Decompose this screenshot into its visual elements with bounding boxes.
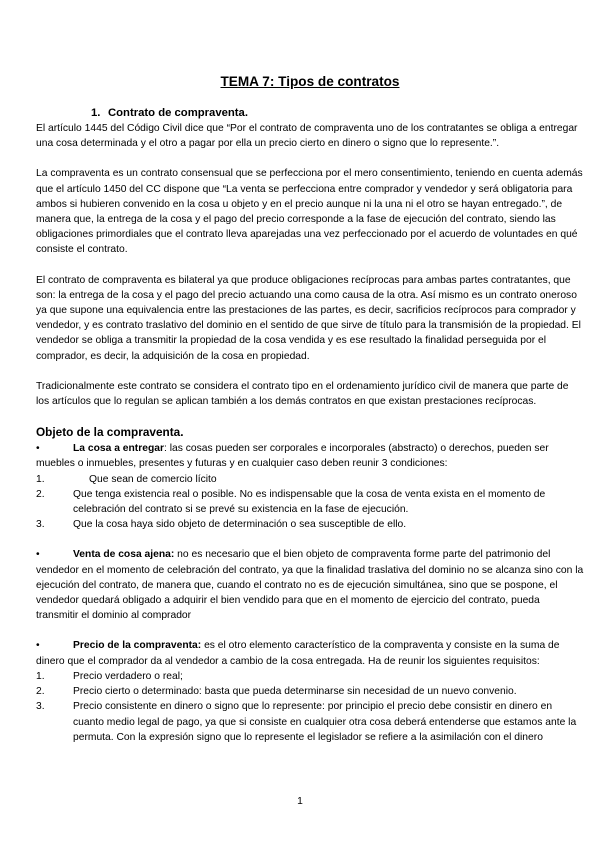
bullet-text: : las cosas pueden ser corporales e incorporales (abstracto) o derechos, pueden ser muebles o inmuebles, presentes y futuras y en cualquier caso deben reunir 3 condiciones: (36, 443, 549, 470)
bullet-cosa (36, 441, 584, 471)
subsection-heading: Objeto de la compraventa. (36, 425, 184, 440)
spacer (36, 532, 584, 547)
paragraph-definition: El artículo 1445 del Código Civil dice que “Por el contrato de compraventa uno de los contratantes se obliga a entregar una cosa determinada y el otro a pagar por ella un precio cierto en dinero o signo que lo represente.”. (36, 123, 578, 150)
bullet-cosa-ajena (36, 547, 584, 623)
bullet-precio (36, 638, 584, 668)
list-item: 2. Precio cierto o determinado: basta que pueda determinarse sin necesidad de un nuevo convenio. (36, 686, 517, 698)
bullet-label: Venta de cosa ajena: (73, 549, 175, 561)
list-item: 2. Que tenga existencia real o posible. No es indispensable que la cosa de venta exista en el momento de celebración del contrato si se prevé su existencia en la fase de ejecución. (36, 488, 546, 516)
section-number: 1. (91, 107, 101, 119)
page-number: 1 (297, 796, 303, 807)
paragraph-bilateral: El contrato de compraventa es bilateral ya que produce obligaciones recíprocas para ambas partes contratantes, que son: la entrega de la cosa y el pago del precio actuando una como causa de la otra. Así mismo es un contrato oneroso ya que supone una equivalencia entre las prestaciones de las partes, es decir, sacrificios recíprocos para comprador y vendedor, y es contrato traslativo del dominio en el sentido de que sirve de título para la transmisión de la propiedad. El vendedor se obliga a transmitir la propiedad de la cosa vendida y es ese resultado la finalidad perseguida por el comprador, es decir, la adquisición de la cosa en propiedad. (36, 274, 581, 362)
spacer (36, 623, 584, 638)
list-item: 1. Precio verdadero o real; (36, 670, 183, 682)
paragraph-consensual: La compraventa es un contrato consensual que se perfecciona por el mero consentimiento, teniendo en cuenta además que el artículo 1450 del CC dispone que “La venta se perfecciona entre comprador y vendedor y será obligatoria para ambos si hubieren convenido en la cosa u objeto y en el precio aunque ni la una ni el otro se hayan entregado.”, de manera que, la entrega de la cosa y el pago del precio corresponde a la fase de ejecución del contrato, siendo las obligaciones primordiales que el contrato lleva aparejadas una vez perfeccionado por el acuerdo de voluntades en qué consiste el contrato. (36, 168, 583, 256)
document-title: TEMA 7: Tipos de contratos (220, 74, 400, 89)
bullet-text: es el otro elemento característico de la compraventa y consiste en la suma de dinero que el comprador da al vendedor a cambio de la cosa entregada. Ha de reunir los siguientes requisitos: (36, 640, 560, 667)
list-item: 1. Que sean de comercio lícito (36, 473, 217, 485)
bullet-icon: • (36, 443, 40, 455)
section-title: Contrato de compraventa. (108, 107, 248, 119)
list-item: 3. Que la cosa haya sido objeto de determinación o sea susceptible de ello. (36, 519, 407, 531)
bullet-text: no es necesario que el bien objeto de compraventa forme parte del patrimonio del vendedor en el momento de celebración del contrato, ya que la finalidad traslativa del dominio no se alcanza sino con la ejecución del contrato, de manera que, cuando el contrato no es de ejecución simultánea, sino que se pospone, el vendedor quedará obligado a adquirir el bien vendido para que en el momento de ejercicio del contrato, pueda transmitir el dominio al comprador (36, 549, 584, 622)
bullet-icon: • (36, 549, 40, 561)
paragraph-contrato-tipo: Tradicionalmente este contrato se considera el contrato tipo en el ordenamiento jurídico civil de manera que parte de los artículos que lo regulan se aplican también a los demás contratos en que existan prestaciones recíprocas. (36, 380, 569, 408)
bullet-label: Precio de la compraventa: (73, 640, 202, 652)
bullet-label: La cosa a entregar (73, 443, 164, 455)
section-heading (91, 106, 584, 120)
document-body (36, 74, 584, 745)
list-item: 3. Precio consistente en dinero o signo que lo represente: por principio el precio debe consistir en dinero en cuanto medio legal de pago, ya que si consiste en cualquier otra cosa deberá entenderse que estamos ante la permuta. Con la expresión signo que lo represente el legislador se refiere a la asimilación con el dinero (36, 701, 577, 743)
bullet-icon: • (36, 640, 40, 652)
